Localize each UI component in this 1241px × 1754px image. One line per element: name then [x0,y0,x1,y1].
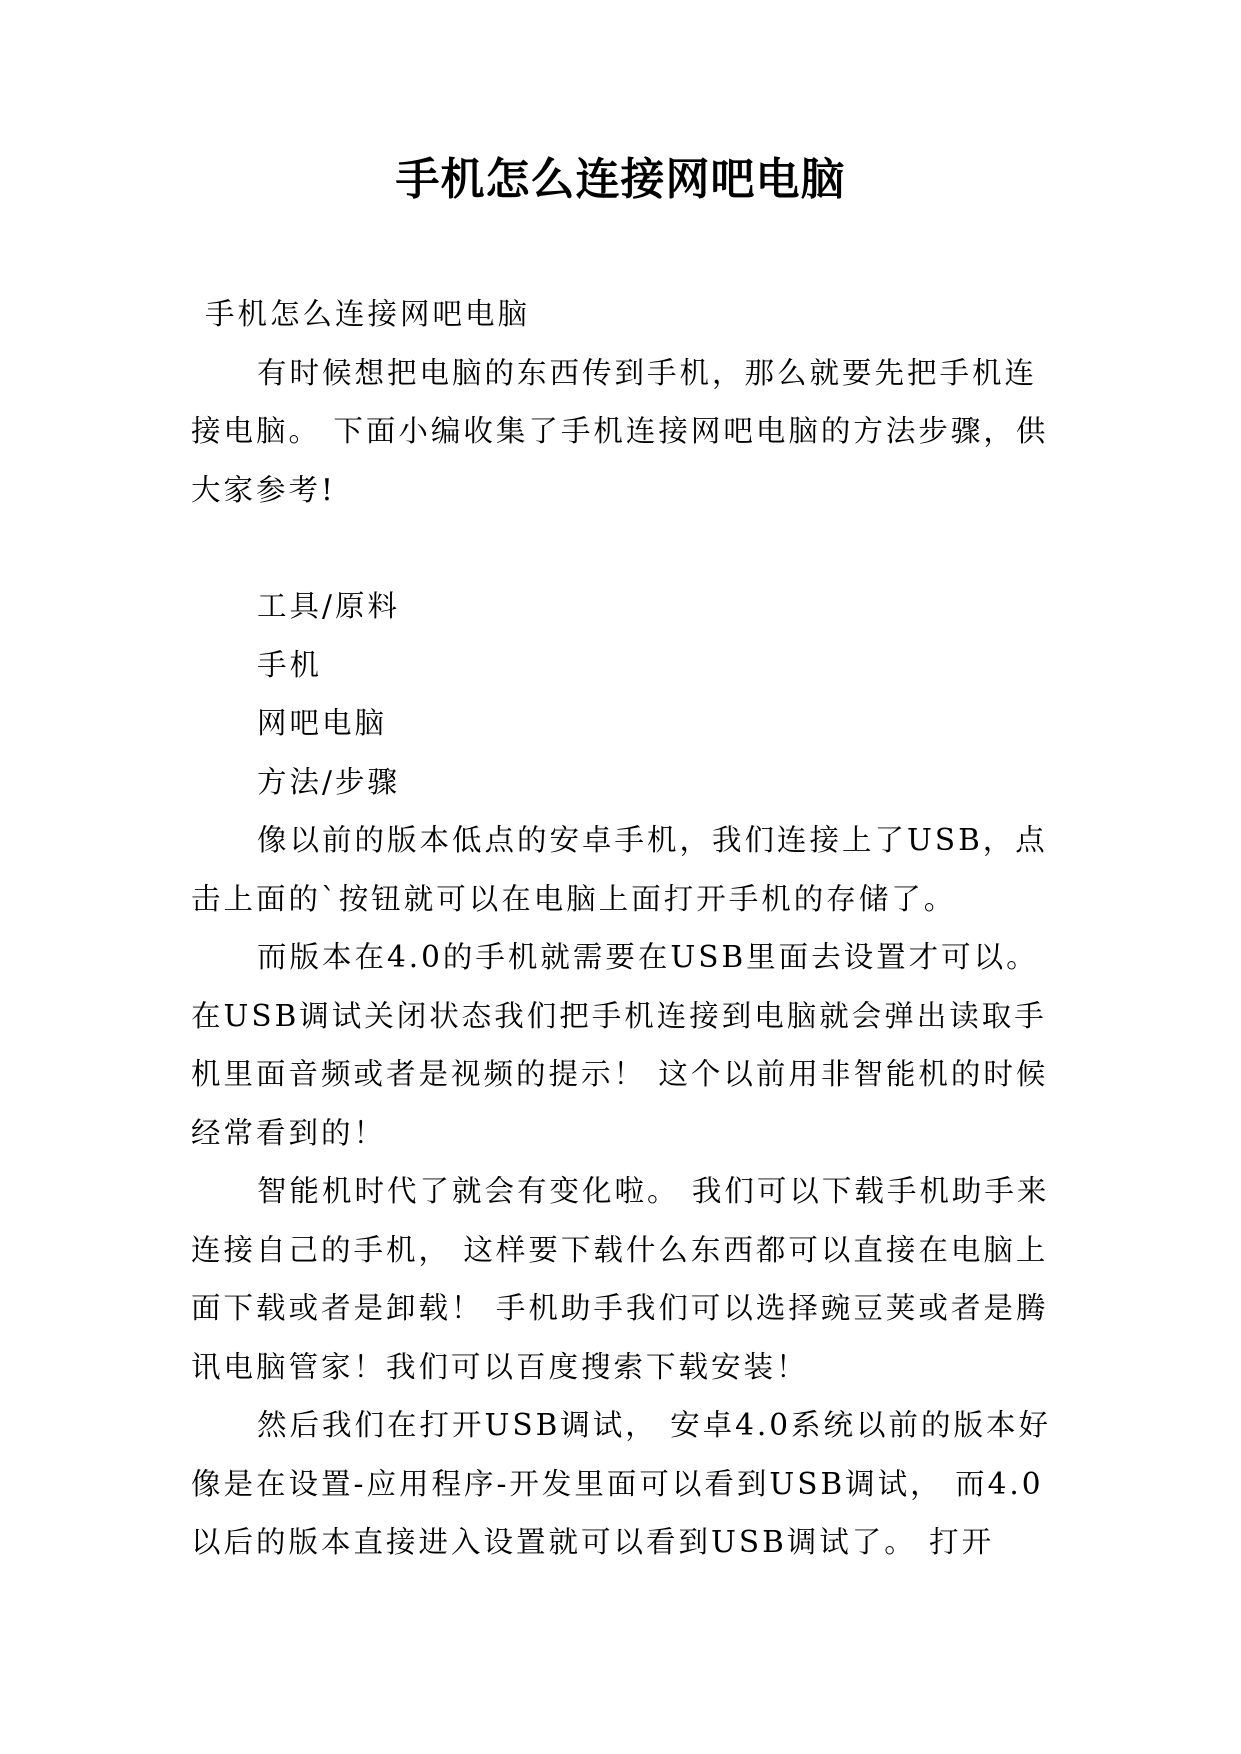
materials-heading: 工具/原料 [257,589,400,623]
steps-heading: 方法/步骤 [257,764,400,799]
step-paragraph-3: 智能机时代了就会有变化啦。 我们可以下载手机助手来连接自己的手机， 这样要下载什么东西都可以直接在电脑上面下载或者是卸载！ 手机助手我们可以选择豌豆荚或者是腾讯电脑管家！我们可以百度搜索下载安装！ [191,1174,1050,1384]
article-heading: 手机怎么连接网吧电脑 [205,297,531,331]
step-paragraph-1: 像以前的版本低点的安卓手机，我们连接上了USB，点击上面的`按钮就可以在电脑上面打开手机的存储了。 [191,823,1048,916]
document-title: 手机怎么连接网吧电脑 [395,154,846,205]
material-item-phone: 手机 [257,647,323,682]
paragraph-spacer [191,519,1061,577]
material-item-computer: 网吧电脑 [257,706,388,740]
document-body [191,285,1061,1572]
intro-paragraph: 有时候想把电脑的东西传到手机，那么就要先把手机连接电脑。 下面小编收集了手机连接网吧电脑的方法步骤，供大家参考! [191,355,1049,507]
step-paragraph-2: 而版本在4.0的手机就需要在USB里面去设置才可以。在USB调试关闭状态我们把手机连接到电脑就会弹出读取手机里面音频或者是视频的提示！ 这个以前用非智能机的时候经常看到的！ [191,940,1049,1150]
step-paragraph-4: 然后我们在打开USB调试， 安卓4.0系统以前的版本好像是在设置-应用程序-开发里面可以看到USB调试， 而4.0以后的版本直接进入设置就可以看到USB调试了。 打开 [191,1408,1052,1559]
